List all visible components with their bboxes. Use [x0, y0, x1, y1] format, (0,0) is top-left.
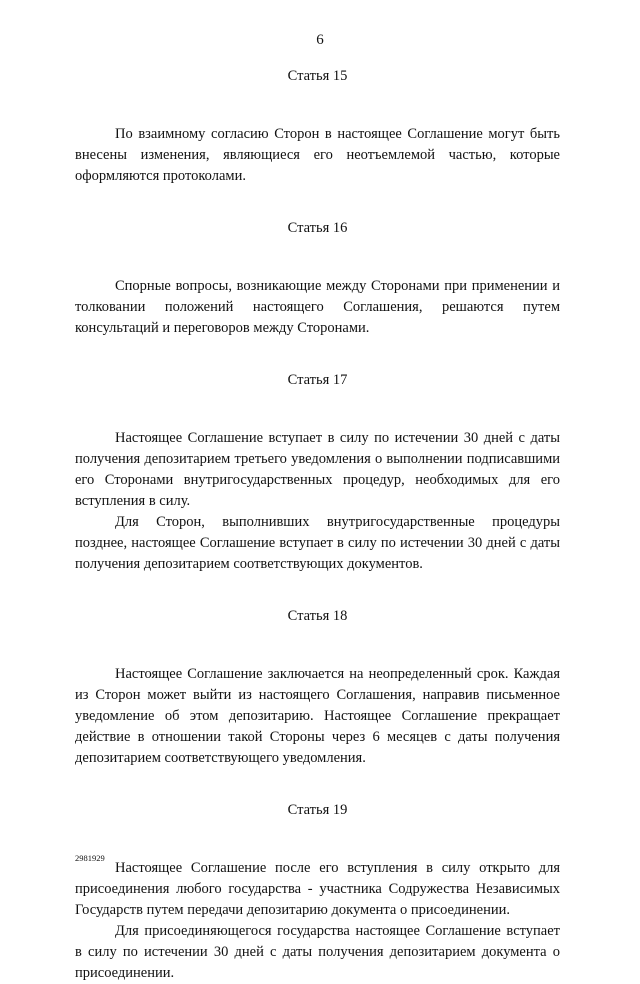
paragraph: Настоящее Соглашение вступает в силу по истечении 30 дней с даты получения депозитарием третьего уведомления о выполнении подписавшими его Сторонами внутригосударственных процедур, необходимых для его вступления в силу. — [75, 430, 560, 509]
page-number: 6 — [316, 32, 324, 48]
article-title: Статья 17 — [287, 372, 348, 388]
article-title: Статья 15 — [287, 68, 348, 84]
paragraph: Настоящее Соглашение заключается на неопределенный срок. Каждая из Сторон может выйти из настоящего Соглашения, направив письменное уведомление об этом депозитарию. Настоящее Соглашение прекращает действие в отношении такой Стороны через 6 месяцев с даты получения депозитарием соответствующего уведомления. — [75, 666, 560, 766]
article-16 — [75, 218, 560, 339]
article-18 — [75, 606, 560, 769]
article-title: Статья 18 — [287, 608, 348, 624]
article-19 — [75, 800, 560, 984]
paragraph: По взаимному согласию Сторон в настоящее Соглашение могут быть внесены изменения, являющиеся его неотъемлемой частью, которые оформляются протоколами. — [75, 126, 560, 184]
article-title: Статья 19 — [287, 802, 348, 818]
document-body — [75, 66, 560, 984]
paragraph: Настоящее Соглашение после его вступления в силу открыто для присоединения любого государства - участника Содружества Независимых Государств путем передачи депозитарию документа о присоединении. — [75, 860, 560, 918]
paragraph: Спорные вопросы, возникающие между Сторонами при применении и толковании положений настоящего Соглашения, решаются путем консультаций и переговоров между Сторонами. — [75, 278, 560, 336]
document-code: 2981929 — [75, 853, 105, 863]
paragraph: Для Сторон, выполнивших внутригосударственные процедуры позднее, настоящее Соглашение вступает в силу по истечении 30 дней с даты получения депозитарием соответствующих документов. — [75, 514, 560, 572]
article-17 — [75, 370, 560, 575]
article-title: Статья 16 — [287, 220, 348, 236]
paragraph: Для присоединяющегося государства настоящее Соглашение вступает в силу по истечении 30 дней с даты получения депозитарием документа о присоединении. — [75, 923, 560, 981]
article-15 — [75, 66, 560, 187]
